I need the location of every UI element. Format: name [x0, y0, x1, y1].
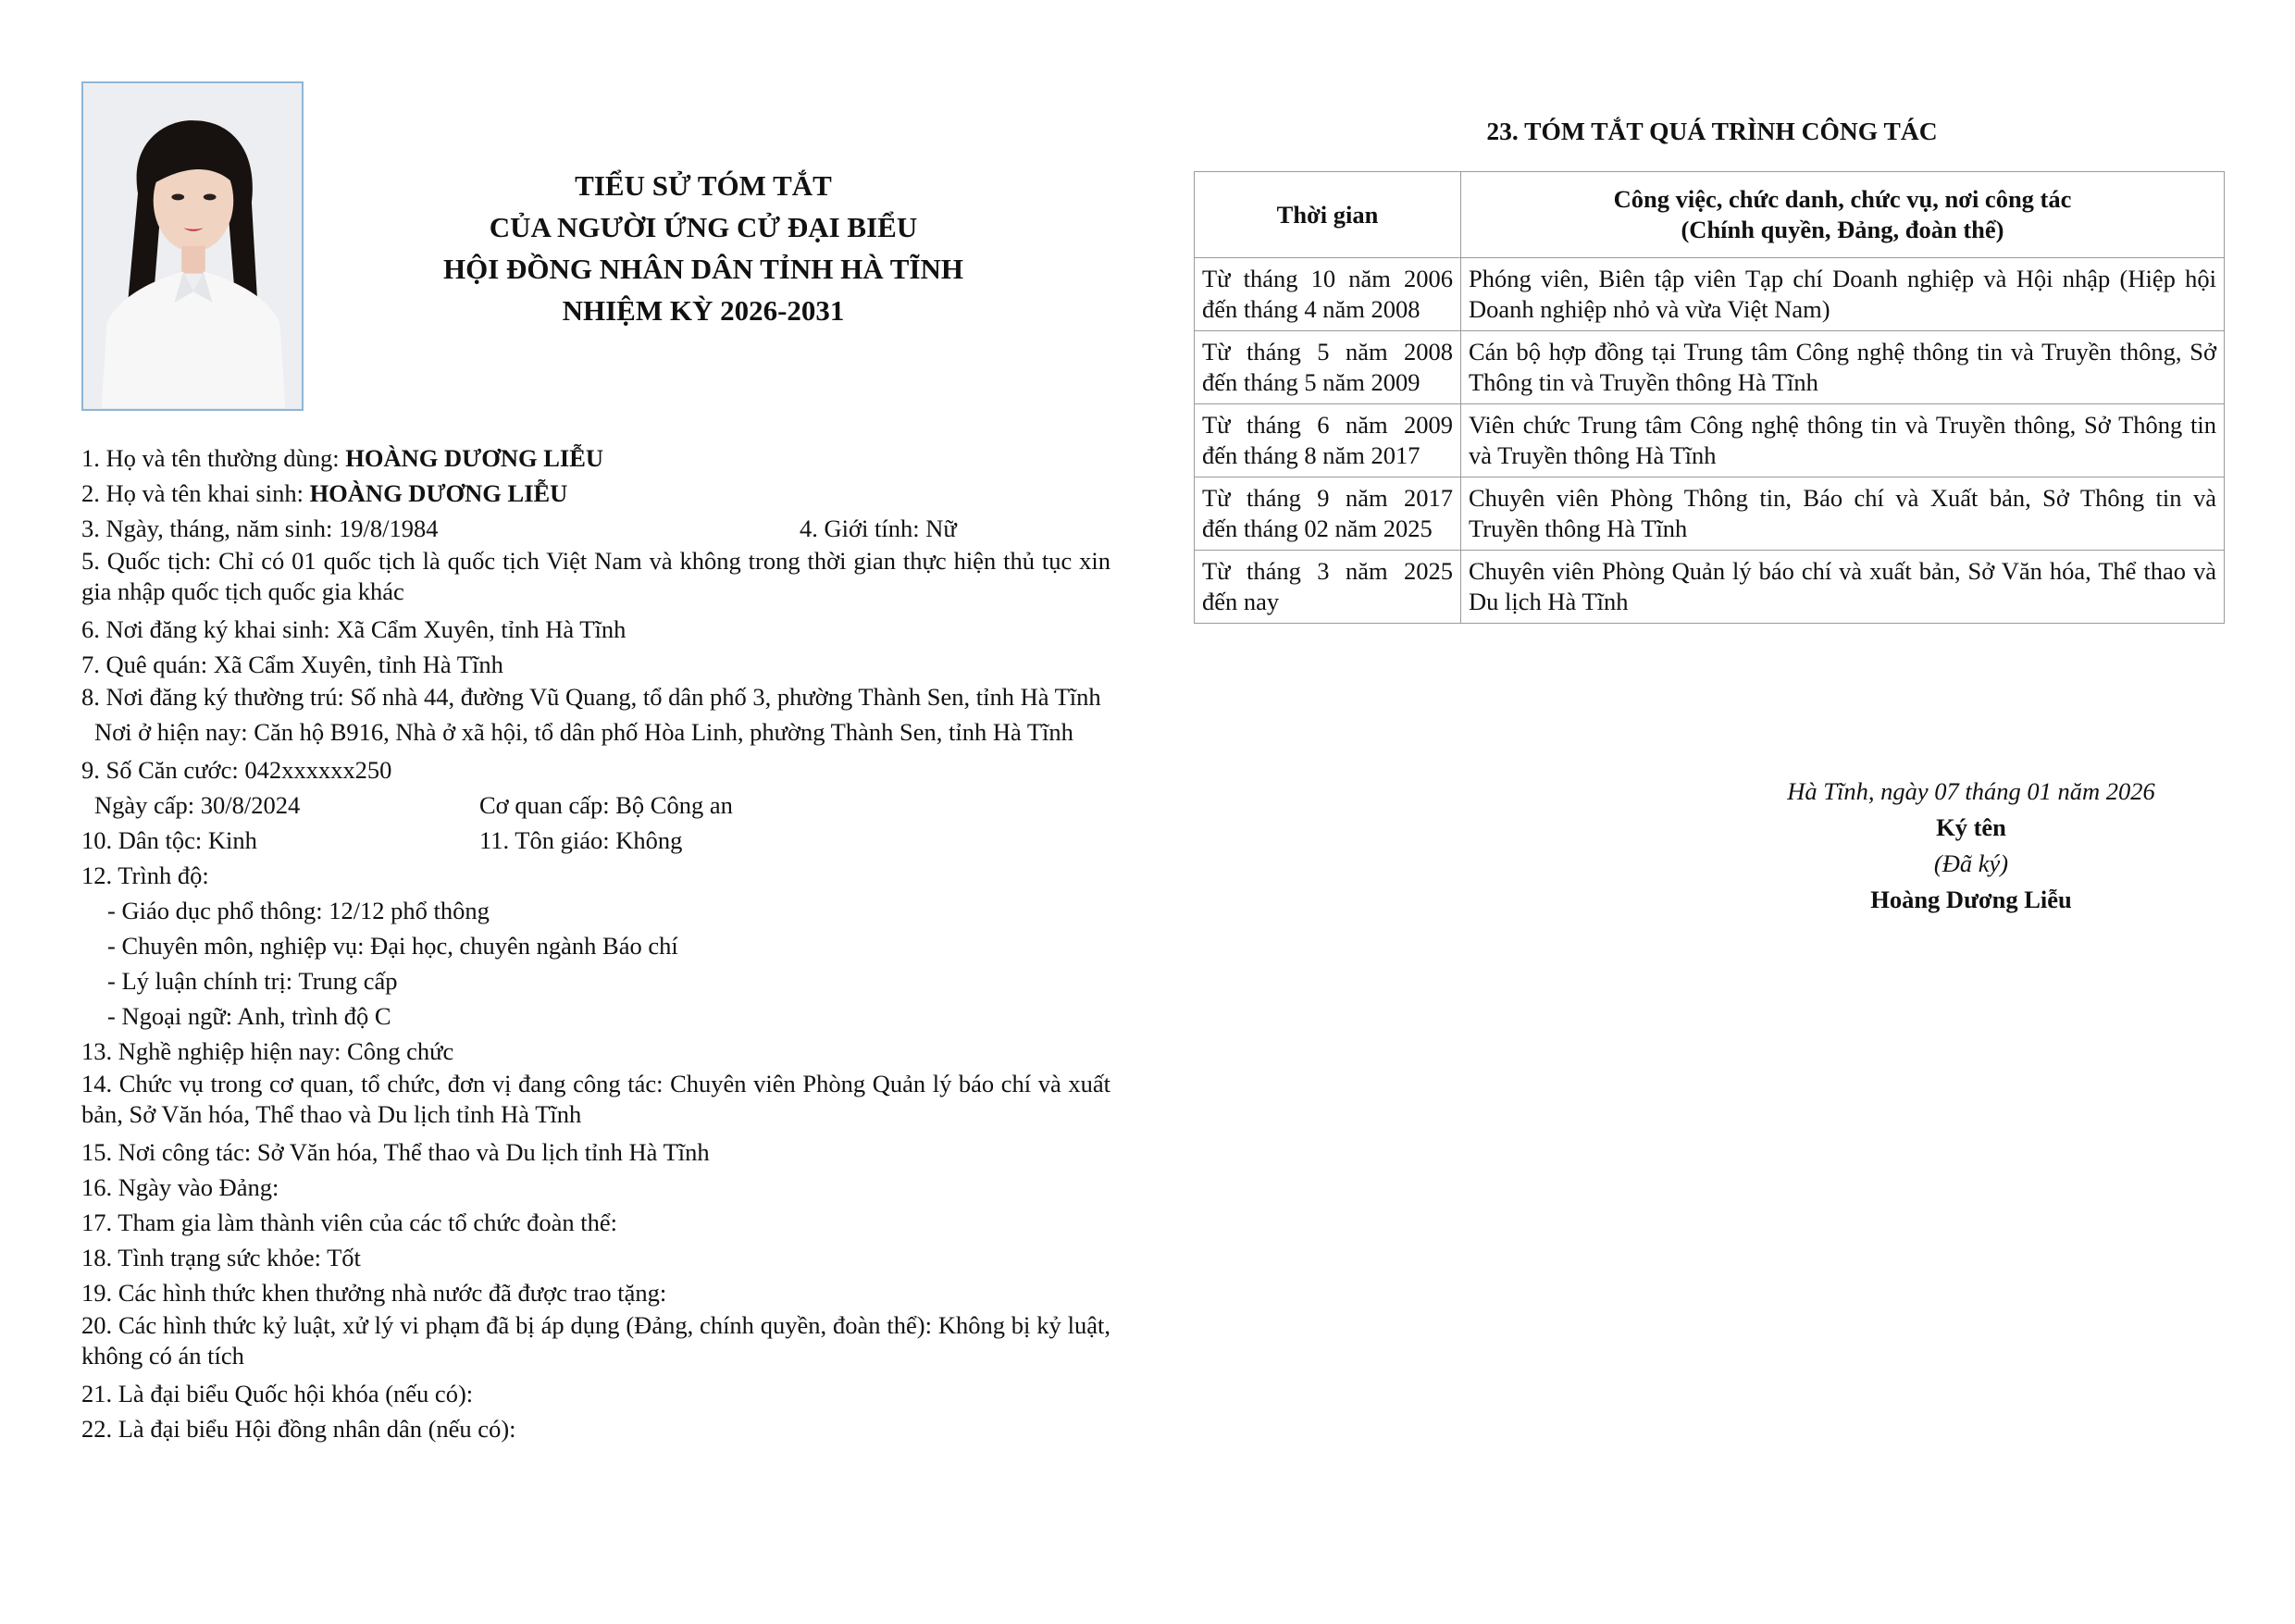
- field-awards: 19. Các hình thức khen thưởng nhà nước đã được trao tặng:: [81, 1279, 667, 1307]
- title-line-1: TIỂU SỬ TÓM TẮT: [575, 169, 832, 202]
- field-id-date: Ngày cấp: 30/8/2024: [94, 791, 301, 819]
- portrait-photo: [81, 81, 304, 411]
- field-birthdate: 3. Ngày, tháng, năm sinh: 19/8/1984: [81, 514, 439, 542]
- field-peoples-council: 22. Là đại biểu Hội đồng nhân dân (nếu có):: [81, 1415, 516, 1443]
- field-hometown: 7. Quê quán: Xã Cẩm Xuyên, tỉnh Hà Tĩnh: [81, 651, 503, 678]
- field-value: HOÀNG DƯƠNG LIỄU: [345, 444, 604, 472]
- signature-block: [1647, 774, 2295, 918]
- row-job: Viên chức Trung tâm Công nghệ thông tin và Truyền thông, Sở Thông tin và Truyền thông Hà Tĩnh: [1461, 404, 2225, 477]
- table-row: [1195, 258, 2225, 331]
- row-job: Phóng viên, Biên tập viên Tạp chí Doanh nghiệp và Hội nhập (Hiệp hội Doanh nghiệp nhỏ và vừa Việt Nam): [1461, 258, 2225, 331]
- row-time: Từ tháng 10 năm 2006 đến tháng 4 năm 2008: [1195, 258, 1461, 331]
- field-birth-registration: 6. Nơi đăng ký khai sinh: Xã Cẩm Xuyên, tỉnh Hà Tĩnh: [81, 615, 626, 643]
- table-row: [1195, 404, 2225, 477]
- signature-signed: (Đã ký): [1933, 849, 2009, 877]
- signature-place-date: Hà Tĩnh, ngày 07 tháng 01 năm 2026: [1787, 777, 2155, 805]
- field-gender: 4. Giới tính: Nữ: [800, 514, 957, 542]
- row-time: Từ tháng 3 năm 2025 đến nay: [1195, 551, 1461, 624]
- field-health: 18. Tình trạng sức khỏe: Tốt: [81, 1244, 361, 1271]
- field-education: 12. Trình độ:: [81, 862, 209, 889]
- title-line-3: HỘI ĐỒNG NHÂN DÂN TỈNH HÀ TĨNH: [442, 253, 964, 285]
- field-common-name: [81, 440, 1110, 476]
- work-history-title: 23. TÓM TẮT QUÁ TRÌNH CÔNG TÁC: [1486, 117, 1938, 145]
- field-workplace: 15. Nơi công tác: Sở Văn hóa, Thể thao và Du lịch tỉnh Hà Tĩnh: [81, 1138, 710, 1166]
- field-ethnicity-religion: [81, 823, 1110, 858]
- field-position: 14. Chức vụ trong cơ quan, tổ chức, đơn vị đang công tác: Chuyên viên Phòng Quản lý báo chí và xuất bản, Sở Văn hóa, Thể thao và Du lịch tỉnh Hà Tĩnh: [81, 1070, 1110, 1128]
- row-job: Chuyên viên Phòng Quản lý báo chí và xuất bản, Sở Văn hóa, Thể thao và Du lịch Hà Tĩnh: [1461, 551, 2225, 624]
- field-label: 2. Họ và tên khai sinh:: [81, 479, 310, 507]
- row-time: Từ tháng 5 năm 2008 đến tháng 5 năm 2009: [1195, 331, 1461, 404]
- header-job-line-2: (Chính quyền, Đảng, đoàn thể): [1681, 216, 2004, 243]
- document-title: [352, 165, 1055, 331]
- row-job: Cán bộ hợp đồng tại Trung tâm Công nghệ thông tin và Truyền thông, Sở Thông tin và Truyền thông Hà Tĩnh: [1461, 331, 2225, 404]
- field-party-date: 16. Ngày vào Đảng:: [81, 1173, 279, 1201]
- field-ethnicity: 10. Dân tộc: Kinh: [81, 826, 257, 854]
- table-row: [1195, 331, 2225, 404]
- row-job: Chuyên viên Phòng Thông tin, Báo chí và Xuất bản, Sở Thông tin và Truyền thông Hà Tĩnh: [1461, 477, 2225, 551]
- field-occupation: 13. Nghề nghiệp hiện nay: Công chức: [81, 1037, 454, 1065]
- field-education-language: - Ngoại ngữ: Anh, trình độ C: [107, 1002, 391, 1030]
- table-row: [1195, 477, 2225, 551]
- table-header-row: [1195, 172, 2225, 258]
- table-row: [1195, 551, 2225, 624]
- field-id-issue: [81, 787, 1110, 823]
- row-time: Từ tháng 6 năm 2009 đến tháng 8 năm 2017: [1195, 404, 1461, 477]
- personal-info: [81, 440, 1110, 1446]
- header-time: Thời gian: [1195, 172, 1461, 258]
- header-job-line-1: Công việc, chức danh, chức vụ, nơi công tác: [1613, 185, 2072, 213]
- field-label: 1. Họ và tên thường dùng:: [81, 444, 346, 472]
- field-birthdate-gender: [81, 511, 1110, 546]
- field-education-general: - Giáo dục phổ thông: 12/12 phổ thông: [107, 897, 490, 924]
- field-id-number: 9. Số Căn cước: 042xxxxxx250: [81, 756, 392, 784]
- field-education-political: - Lý luận chính trị: Trung cấp: [107, 967, 398, 995]
- field-value: HOÀNG DƯƠNG LIỄU: [309, 479, 568, 507]
- signature-name: Hoàng Dương Liễu: [1870, 886, 2072, 913]
- field-discipline: 20. Các hình thức kỷ luật, xử lý vi phạm đã bị áp dụng (Đảng, chính quyền, đoàn thể): Không bị kỷ luật, không có án tích: [81, 1311, 1110, 1370]
- field-birth-name: [81, 476, 1110, 511]
- title-line-2: CỦA NGƯỜI ỨNG CỬ ĐẠI BIỂU: [489, 211, 918, 243]
- field-religion: 11. Tôn giáo: Không: [479, 826, 683, 854]
- field-national-assembly: 21. Là đại biểu Quốc hội khóa (nếu có):: [81, 1380, 474, 1407]
- field-nationality: 5. Quốc tịch: Chỉ có 01 quốc tịch là quốc tịch Việt Nam và không trong thời gian thực hiện thủ tục xin gia nhập quốc tịch quốc gia khác: [81, 547, 1110, 605]
- title-line-4: NHIỆM KỲ 2026-2031: [562, 294, 845, 327]
- field-education-professional: - Chuyên môn, nghiệp vụ: Đại học, chuyên ngành Báo chí: [107, 932, 678, 960]
- row-time: Từ tháng 9 năm 2017 đến tháng 02 năm 2025: [1195, 477, 1461, 551]
- signature-label: Ký tên: [1936, 813, 2006, 841]
- field-permanent-residence: 8. Nơi đăng ký thường trú: Số nhà 44, đường Vũ Quang, tổ dân phố 3, phường Thành Sen, tỉnh Hà Tĩnh: [81, 683, 1101, 711]
- field-current-residence: Nơi ở hiện nay: Căn hộ B916, Nhà ở xã hội, tổ dân phố Hòa Linh, phường Thành Sen, tỉnh Hà Tĩnh: [94, 718, 1073, 746]
- header-job: [1461, 172, 2225, 258]
- work-history-table: [1194, 171, 2225, 624]
- field-organizations: 17. Tham gia làm thành viên của các tổ chức đoàn thể:: [81, 1209, 618, 1236]
- field-id-agency: Cơ quan cấp: Bộ Công an: [479, 791, 733, 819]
